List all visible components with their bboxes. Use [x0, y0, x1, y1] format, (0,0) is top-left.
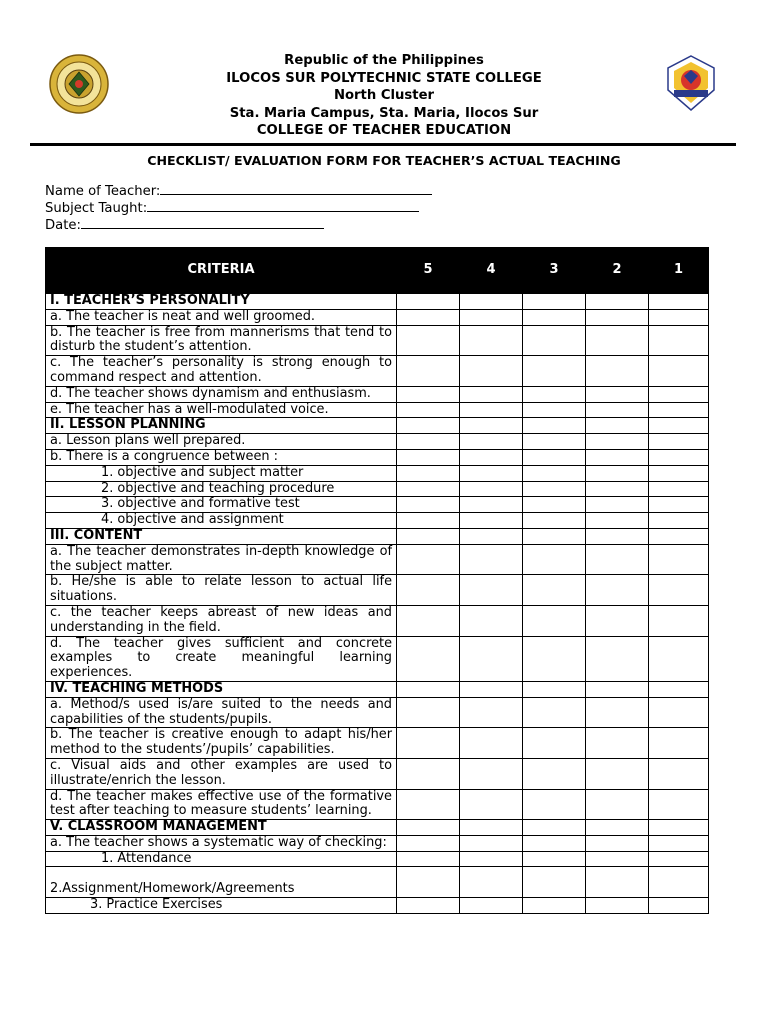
rating-cell-1[interactable]: [649, 697, 709, 728]
rating-cell-5[interactable]: [397, 789, 460, 820]
rating-cell-4[interactable]: [460, 681, 523, 697]
rating-cell-3[interactable]: [523, 758, 586, 789]
rating-cell-5[interactable]: [397, 835, 460, 851]
rating-cell-1[interactable]: [649, 544, 709, 575]
rating-cell-1[interactable]: [649, 309, 709, 325]
score-header-2: 2: [586, 248, 649, 294]
rating-cell-1[interactable]: [649, 789, 709, 820]
table-header-row: [46, 248, 709, 294]
rating-cell-1[interactable]: [649, 497, 709, 513]
table-row: [46, 386, 709, 402]
subject-taught-field[interactable]: [45, 200, 432, 217]
table-row: [46, 867, 709, 898]
rating-cell-5[interactable]: [397, 867, 460, 898]
criterion-text: a. Lesson plans well prepared.: [46, 434, 397, 450]
rating-cell-5[interactable]: [397, 434, 460, 450]
section-heading: V. CLASSROOM MANAGEMENT: [46, 820, 397, 836]
table-row: [46, 697, 709, 728]
rating-cell-1[interactable]: [649, 835, 709, 851]
rating-cell-3[interactable]: [523, 294, 586, 310]
table-row: [46, 434, 709, 450]
rating-cell-2[interactable]: [586, 465, 649, 481]
rating-cell-5[interactable]: [397, 465, 460, 481]
table-row: [46, 465, 709, 481]
rating-cell-2[interactable]: [586, 605, 649, 636]
rating-cell-5[interactable]: [397, 497, 460, 513]
rating-cell-3[interactable]: [523, 636, 586, 681]
criterion-text: b. He/she is able to relate lesson to actual life situations.: [46, 575, 397, 606]
rating-cell-3[interactable]: [523, 544, 586, 575]
rating-cell-1[interactable]: [649, 418, 709, 434]
criterion-text: 3. Practice Exercises: [46, 898, 397, 914]
rating-cell-4[interactable]: [460, 789, 523, 820]
teacher-name-line[interactable]: [160, 183, 432, 195]
rating-cell-3[interactable]: [523, 434, 586, 450]
rating-cell-4[interactable]: [460, 356, 523, 387]
rating-cell-1[interactable]: [649, 758, 709, 789]
table-row: [46, 575, 709, 606]
rating-cell-2[interactable]: [586, 697, 649, 728]
subject-taught-label: Subject Taught:: [45, 201, 148, 216]
rating-cell-5[interactable]: [397, 418, 460, 434]
criterion-text: d. The teacher gives sufficient and concrete examples to create meaningful learning experiences.: [46, 636, 397, 681]
table-row: [46, 835, 709, 851]
rating-cell-5[interactable]: [397, 325, 460, 356]
score-header-3: 3: [523, 248, 586, 294]
rating-cell-2[interactable]: [586, 544, 649, 575]
rating-cell-1[interactable]: [649, 513, 709, 529]
rating-cell-5[interactable]: [397, 402, 460, 418]
rating-cell-4[interactable]: [460, 867, 523, 898]
rating-cell-3[interactable]: [523, 309, 586, 325]
criterion-text: b. There is a congruence between :: [46, 449, 397, 465]
rating-cell-4[interactable]: [460, 481, 523, 497]
rating-cell-5[interactable]: [397, 481, 460, 497]
rating-cell-4[interactable]: [460, 402, 523, 418]
rating-cell-3[interactable]: [523, 418, 586, 434]
table-row: [46, 402, 709, 418]
rating-cell-4[interactable]: [460, 851, 523, 867]
rating-cell-5[interactable]: [397, 820, 460, 836]
rating-cell-5[interactable]: [397, 386, 460, 402]
criterion-text: a. Method/s used is/are suited to the needs and capabilities of the students/pupils.: [46, 697, 397, 728]
date-field[interactable]: [45, 217, 432, 234]
table-row: [46, 325, 709, 356]
score-header-1: 1: [649, 248, 709, 294]
rating-cell-4[interactable]: [460, 418, 523, 434]
criterion-text: 2.Assignment/Homework/Agreements: [46, 867, 397, 898]
table-row: [46, 513, 709, 529]
rating-cell-2[interactable]: [586, 386, 649, 402]
rating-cell-3[interactable]: [523, 697, 586, 728]
rating-cell-3[interactable]: [523, 728, 586, 759]
rating-cell-1[interactable]: [649, 575, 709, 606]
criterion-text: d. The teacher shows dynamism and enthusiasm.: [46, 386, 397, 402]
rating-cell-5[interactable]: [397, 356, 460, 387]
section-heading: I. TEACHER’S PERSONALITY: [46, 294, 397, 310]
rating-cell-4[interactable]: [460, 434, 523, 450]
subject-taught-line[interactable]: [147, 200, 419, 212]
table-row: [46, 636, 709, 681]
rating-cell-3[interactable]: [523, 898, 586, 914]
rating-cell-2[interactable]: [586, 728, 649, 759]
rating-cell-3[interactable]: [523, 867, 586, 898]
rating-cell-3[interactable]: [523, 575, 586, 606]
rating-cell-1[interactable]: [649, 356, 709, 387]
rating-cell-4[interactable]: [460, 820, 523, 836]
rating-cell-3[interactable]: [523, 789, 586, 820]
rating-cell-4[interactable]: [460, 325, 523, 356]
rating-cell-5[interactable]: [397, 728, 460, 759]
table-row: [46, 851, 709, 867]
rating-cell-3[interactable]: [523, 481, 586, 497]
table-row: [46, 605, 709, 636]
rating-cell-1[interactable]: [649, 605, 709, 636]
rating-cell-5[interactable]: [397, 294, 460, 310]
rating-cell-2[interactable]: [586, 513, 649, 529]
criterion-text: c. Visual aids and other examples are used to illustrate/enrich the lesson.: [46, 758, 397, 789]
section-row: [46, 528, 709, 544]
rating-cell-4[interactable]: [460, 575, 523, 606]
table-row: [46, 309, 709, 325]
rating-cell-1[interactable]: [649, 681, 709, 697]
rating-cell-5[interactable]: [397, 681, 460, 697]
rating-cell-3[interactable]: [523, 497, 586, 513]
rating-cell-1[interactable]: [649, 820, 709, 836]
rating-cell-1[interactable]: [649, 386, 709, 402]
rating-cell-2[interactable]: [586, 820, 649, 836]
header-cluster: North Cluster: [333, 88, 435, 103]
rating-cell-2[interactable]: [586, 325, 649, 356]
rating-cell-2[interactable]: [586, 497, 649, 513]
rating-cell-5[interactable]: [397, 449, 460, 465]
rating-cell-4[interactable]: [460, 835, 523, 851]
rating-cell-3[interactable]: [523, 356, 586, 387]
teacher-name-label: Name of Teacher:: [45, 184, 161, 199]
criterion-text: 2. objective and teaching procedure: [46, 481, 397, 497]
date-line[interactable]: [81, 217, 324, 229]
section-heading: II. LESSON PLANNING: [46, 418, 397, 434]
criterion-text: 3. objective and formative test: [46, 497, 397, 513]
rating-cell-3[interactable]: [523, 851, 586, 867]
rating-cell-2[interactable]: [586, 449, 649, 465]
table-body: [46, 294, 709, 914]
rating-cell-5[interactable]: [397, 758, 460, 789]
rating-cell-2[interactable]: [586, 575, 649, 606]
rating-cell-3[interactable]: [523, 820, 586, 836]
rating-cell-5[interactable]: [397, 636, 460, 681]
table-row: [46, 728, 709, 759]
rating-cell-1[interactable]: [649, 402, 709, 418]
rating-cell-1[interactable]: [649, 728, 709, 759]
rating-cell-2[interactable]: [586, 434, 649, 450]
rating-cell-1[interactable]: [649, 528, 709, 544]
rating-cell-3[interactable]: [523, 513, 586, 529]
section-row: [46, 294, 709, 310]
table-row: [46, 789, 709, 820]
criterion-text: b. The teacher is free from mannerisms that tend to disturb the student’s attention.: [46, 325, 397, 356]
rating-cell-5[interactable]: [397, 605, 460, 636]
rating-cell-4[interactable]: [460, 758, 523, 789]
rating-cell-4[interactable]: [460, 294, 523, 310]
criterion-text: d. The teacher makes effective use of the formative test after teaching to measure students’ learning.: [46, 789, 397, 820]
rating-cell-1[interactable]: [649, 867, 709, 898]
criterion-text: c. The teacher’s personality is strong enough to command respect and attention.: [46, 356, 397, 387]
rating-cell-4[interactable]: [460, 528, 523, 544]
criterion-text: c. the teacher keeps abreast of new ideas and understanding in the field.: [46, 605, 397, 636]
rating-cell-5[interactable]: [397, 513, 460, 529]
criterion-text: a. The teacher is neat and well groomed.: [46, 309, 397, 325]
rating-cell-4[interactable]: [460, 605, 523, 636]
rating-cell-1[interactable]: [649, 294, 709, 310]
rating-cell-4[interactable]: [460, 386, 523, 402]
rating-cell-2[interactable]: [586, 481, 649, 497]
rating-cell-3[interactable]: [523, 386, 586, 402]
rating-cell-2[interactable]: [586, 681, 649, 697]
rating-cell-5[interactable]: [397, 697, 460, 728]
rating-cell-4[interactable]: [460, 544, 523, 575]
teacher-name-field[interactable]: [45, 183, 432, 200]
table-row: [46, 356, 709, 387]
rating-cell-2[interactable]: [586, 636, 649, 681]
rating-cell-5[interactable]: [397, 309, 460, 325]
table-row: [46, 497, 709, 513]
rating-cell-2[interactable]: [586, 294, 649, 310]
rating-cell-4[interactable]: [460, 465, 523, 481]
date-label: Date:: [45, 218, 81, 233]
header-institution: ILOCOS SUR POLYTECHNIC STATE COLLEGE: [226, 70, 542, 86]
evaluation-table: [45, 247, 709, 914]
score-header-4: 4: [460, 248, 523, 294]
rating-cell-3[interactable]: [523, 681, 586, 697]
rating-cell-5[interactable]: [397, 575, 460, 606]
rating-cell-4[interactable]: [460, 513, 523, 529]
section-row: [46, 418, 709, 434]
rating-cell-5[interactable]: [397, 851, 460, 867]
section-heading: III. CONTENT: [46, 528, 397, 544]
rating-cell-5[interactable]: [397, 528, 460, 544]
header-college: COLLEGE OF TEACHER EDUCATION: [256, 123, 512, 138]
rating-cell-2[interactable]: [586, 835, 649, 851]
criterion-text: e. The teacher has a well-modulated voice.: [46, 402, 397, 418]
rating-cell-4[interactable]: [460, 449, 523, 465]
criteria-header: CRITERIA: [46, 248, 397, 294]
criterion-text: 1. Attendance: [46, 851, 397, 867]
rating-cell-4[interactable]: [460, 728, 523, 759]
rating-cell-1[interactable]: [649, 851, 709, 867]
criterion-text: 1. objective and subject matter: [46, 465, 397, 481]
letterhead: [0, 52, 768, 140]
rating-cell-2[interactable]: [586, 528, 649, 544]
rating-cell-3[interactable]: [523, 449, 586, 465]
criterion-text: a. The teacher shows a systematic way of checking:: [46, 835, 397, 851]
rating-cell-1[interactable]: [649, 898, 709, 914]
rating-cell-3[interactable]: [523, 325, 586, 356]
rating-cell-4[interactable]: [460, 697, 523, 728]
rating-cell-2[interactable]: [586, 758, 649, 789]
rating-cell-4[interactable]: [460, 497, 523, 513]
section-heading: IV. TEACHING METHODS: [46, 681, 397, 697]
criterion-text: b. The teacher is creative enough to adapt his/her method to the students’/pupils’ capabilities.: [46, 728, 397, 759]
header-campus: Sta. Maria Campus, Sta. Maria, Ilocos Sur: [229, 105, 539, 121]
table-row: [46, 898, 709, 914]
table-row: [46, 481, 709, 497]
rating-cell-5[interactable]: [397, 898, 460, 914]
rating-cell-1[interactable]: [649, 636, 709, 681]
rating-cell-1[interactable]: [649, 465, 709, 481]
rating-cell-5[interactable]: [397, 544, 460, 575]
rating-cell-1[interactable]: [649, 434, 709, 450]
rating-cell-1[interactable]: [649, 449, 709, 465]
section-row: [46, 681, 709, 697]
rating-cell-4[interactable]: [460, 636, 523, 681]
score-header-5: 5: [397, 248, 460, 294]
rating-cell-3[interactable]: [523, 605, 586, 636]
header-divider: [30, 143, 736, 146]
rating-cell-3[interactable]: [523, 835, 586, 851]
table-row: [46, 544, 709, 575]
section-row: [46, 820, 709, 836]
rating-cell-2[interactable]: [586, 309, 649, 325]
criterion-text: 4. objective and assignment: [46, 513, 397, 529]
rating-cell-4[interactable]: [460, 309, 523, 325]
rating-cell-2[interactable]: [586, 867, 649, 898]
rating-cell-1[interactable]: [649, 481, 709, 497]
form-fields: [45, 183, 432, 234]
rating-cell-2[interactable]: [586, 789, 649, 820]
rating-cell-4[interactable]: [460, 898, 523, 914]
rating-cell-3[interactable]: [523, 465, 586, 481]
rating-cell-2[interactable]: [586, 898, 649, 914]
rating-cell-1[interactable]: [649, 325, 709, 356]
rating-cell-2[interactable]: [586, 402, 649, 418]
rating-cell-2[interactable]: [586, 356, 649, 387]
rating-cell-3[interactable]: [523, 402, 586, 418]
rating-cell-2[interactable]: [586, 418, 649, 434]
header-country: Republic of the Philippines: [284, 53, 484, 68]
criterion-text: a. The teacher demonstrates in-depth knowledge of the subject matter.: [46, 544, 397, 575]
table-row: [46, 758, 709, 789]
rating-cell-2[interactable]: [586, 851, 649, 867]
table-row: [46, 449, 709, 465]
form-title: CHECKLIST/ EVALUATION FORM FOR TEACHER’S ACTUAL TEACHING: [147, 153, 621, 168]
rating-cell-3[interactable]: [523, 528, 586, 544]
